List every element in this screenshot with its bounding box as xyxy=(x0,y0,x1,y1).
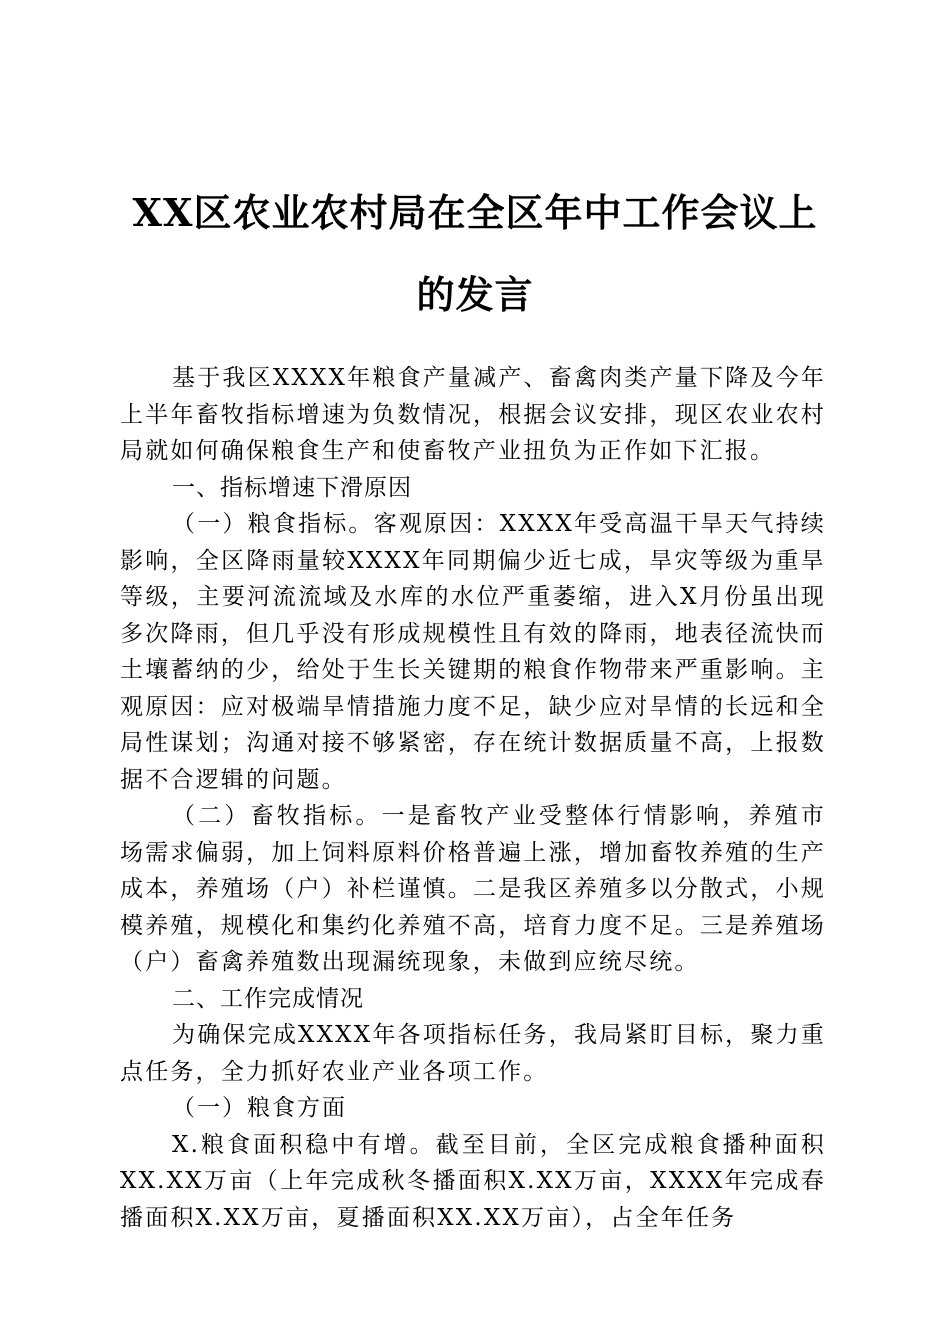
document-title: XX区农业农村局在全区年中工作会议上的发言 xyxy=(132,190,818,317)
grain-indicator-paragraph: （一）粮食指标。客观原因：XXXX年受高温干旱天气持续影响，全区降雨量较XXXX年同期偏少近七成，旱灾等级为重旱等级，主要河流流域及水库的水位严重萎缩，进入X月份虽出现多次降雨，但几乎没有形成规模性且有效的降雨，地表径流快而土壤蓄纳的少，给处于生长关键期的粮食作物带来严重影响。主观原因：应对极端旱情措施力度不足，缺少应对旱情的长远和全局性谋划；沟通对接不够紧密，存在统计数据质量不高，上报数据不合逻辑的问题。 xyxy=(120,511,826,793)
document-body xyxy=(120,360,826,1236)
intro-paragraph: 基于我区XXXX年粮食产量减产、畜禽肉类产量下降及今年上半年畜牧指标增速为负数情况，根据会议安排，现区农业农村局就如何确保粮食生产和使畜牧产业扭负为正作如下汇报。 xyxy=(120,365,826,464)
section-heading-1: 一、指标增速下滑原因 xyxy=(172,474,412,501)
grain-area-paragraph: X.粮食面积稳中有增。截至目前，全区完成粮食播种面积XX.XX万亩（上年完成秋冬播面积X.XX万亩，XXXX年完成春播面积X.XX万亩，夏播面积XX.XX万亩），占全年任务 xyxy=(120,1131,826,1231)
work-completion-paragraph: 为确保完成XXXX年各项指标任务，我局紧盯目标，聚力重点任务，全力抓好农业产业各项工作。 xyxy=(120,1022,826,1085)
section-heading-2: 二、工作完成情况 xyxy=(172,985,364,1012)
subsection-heading-grain: （一）粮食方面 xyxy=(172,1095,347,1121)
livestock-indicator-paragraph: （二）畜牧指标。一是畜牧产业受整体行情影响，养殖市场需求偏弱，加上饲料原料价格普遍上涨，增加畜牧养殖的生产成本，养殖场（户）补栏谨慎。二是我区养殖多以分散式，小规模养殖，规模化和集约化养殖不高，培育力度不足。三是养殖场（户）畜禽养殖数出现漏统现象，未做到应统尽统。 xyxy=(120,803,826,975)
